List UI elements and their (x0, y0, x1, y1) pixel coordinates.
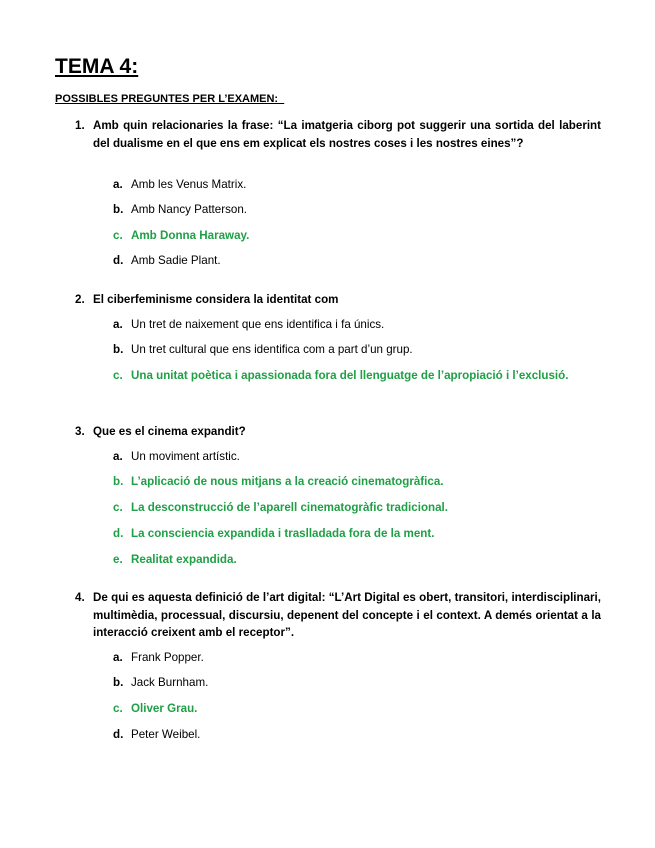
option-letter: c. (113, 702, 123, 715)
option-3c-correct (0, 499, 655, 517)
option-letter: c. (113, 229, 123, 242)
option-3d-correct (0, 525, 655, 543)
option-1b (0, 201, 655, 219)
option-text: Amb les Venus Matrix. (131, 178, 247, 191)
option-text: Amb Sadie Plant. (131, 254, 221, 267)
option-letter: b. (113, 343, 124, 356)
option-letter: c. (113, 501, 123, 514)
option-text: Peter Weibel. (131, 728, 201, 741)
option-letter: a. (113, 318, 123, 331)
option-letter: b. (113, 203, 124, 216)
option-1d (0, 252, 655, 270)
option-3e-correct (0, 551, 655, 569)
question-2 (0, 291, 655, 309)
option-letter: e. (113, 553, 123, 566)
option-text: Amb Donna Haraway. (131, 229, 250, 242)
option-text: L’aplicació de nous mitjans a la creació cinematogràfica. (131, 475, 444, 488)
question-number: 4. (75, 591, 85, 604)
option-text: Una unitat poètica i apassionada fora del llenguatge de l’apropiació i l’exclusió. (131, 369, 569, 382)
option-text: Un moviment artístic. (131, 450, 240, 463)
option-text: Un tret cultural que ens identifica com a part d’un grup. (131, 343, 413, 356)
option-letter: d. (113, 254, 124, 267)
question-text: Amb quin relacionaries la frase: “La imatgeria ciborg pot suggerir una sortida del laberint del dualisme en el que ens em explicat els nostres coses i les nostres eines”? (93, 119, 601, 150)
option-4b (0, 674, 655, 692)
question-text: De qui es aquesta definició de l’art digital: “L’Art Digital es obert, transitori, interdisciplinari, multimèdia, processual, discursiu, depenent del concepte i el context. A demés orientat a la interacció creixent amb el receptor”. (93, 591, 601, 639)
section-subtitle: POSSIBLES PREGUNTES PER L’EXAMEN: (55, 93, 285, 105)
option-4c-correct (0, 700, 655, 718)
option-1a (0, 176, 655, 194)
question-text: El ciberfeminisme considera la identitat com (93, 293, 339, 306)
option-4d (0, 726, 655, 744)
option-letter: d. (113, 527, 124, 540)
option-letter: c. (113, 369, 123, 382)
question-text: Que es el cinema expandit? (93, 425, 246, 438)
option-1c-correct (0, 227, 655, 245)
option-letter: d. (113, 728, 124, 741)
page-title: TEMA 4: (55, 55, 139, 78)
question-3 (0, 423, 655, 441)
option-text: Amb Nancy Patterson. (131, 203, 247, 216)
option-letter: b. (113, 475, 124, 488)
option-text: Oliver Grau. (131, 702, 198, 715)
option-3a (0, 448, 655, 466)
option-text: La desconstrucció de l’aparell cinematogràfic tradicional. (131, 501, 448, 514)
option-4a (0, 649, 655, 667)
option-text: Un tret de naixement que ens identifica i fa únics. (131, 318, 385, 331)
option-3b-correct (0, 473, 655, 491)
question-number: 1. (75, 119, 85, 132)
question-1 (0, 117, 655, 152)
question-4 (0, 589, 655, 642)
option-letter: a. (113, 450, 123, 463)
option-2b (0, 341, 655, 359)
option-text: Realitat expandida. (131, 553, 237, 566)
option-letter: b. (113, 676, 124, 689)
option-text: Frank Popper. (131, 651, 204, 664)
option-text: Jack Burnham. (131, 676, 209, 689)
question-number: 3. (75, 425, 85, 438)
option-2c-correct (0, 367, 655, 385)
option-letter: a. (113, 651, 123, 664)
option-letter: a. (113, 178, 123, 191)
question-number: 2. (75, 293, 85, 306)
option-2a (0, 316, 655, 334)
option-text: La consciencia expandida i traslladada fora de la ment. (131, 527, 435, 540)
